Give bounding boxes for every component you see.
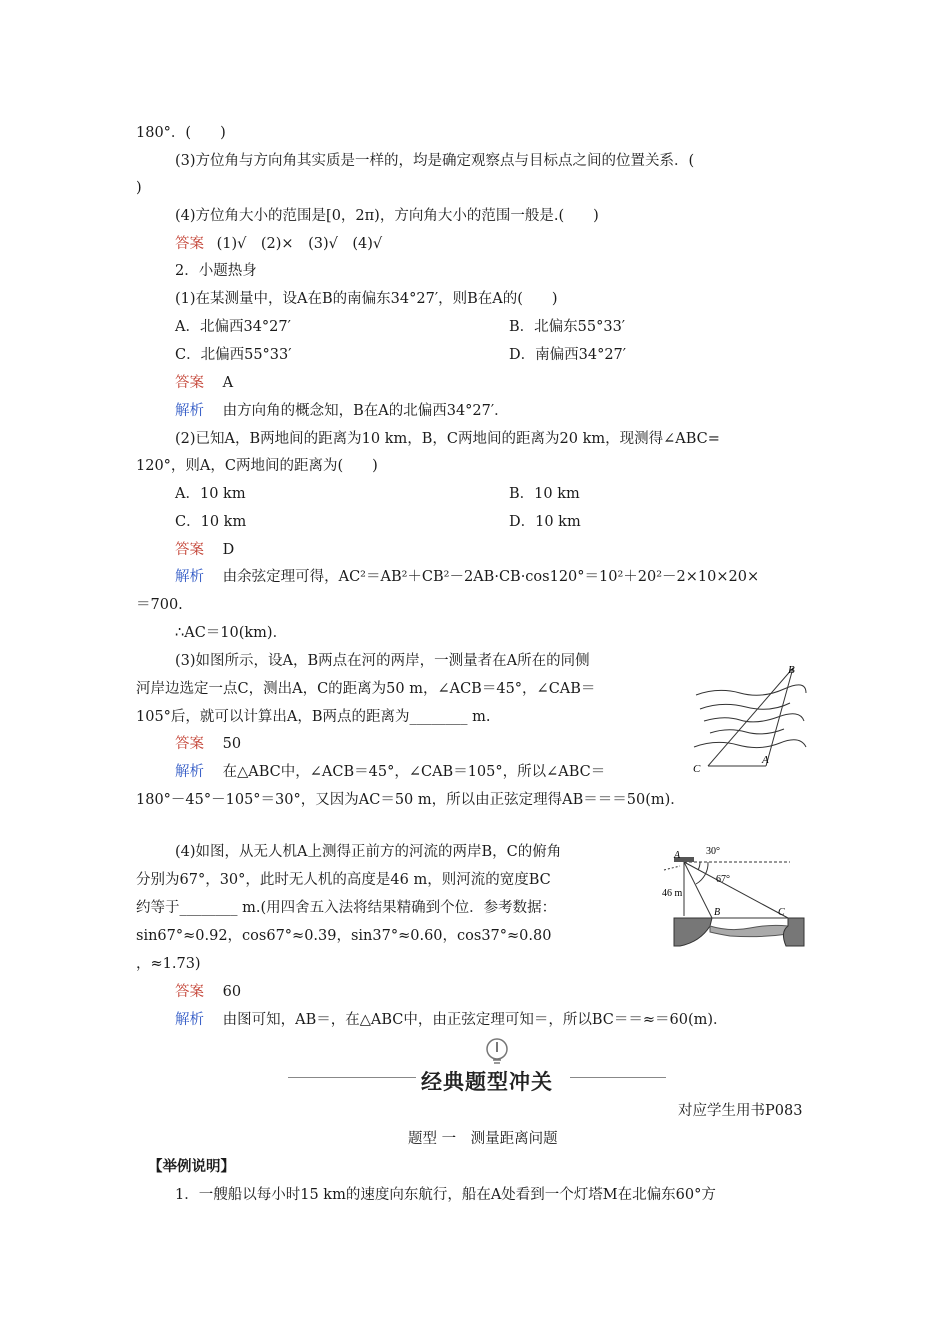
analysis-label: 解析 — [175, 1012, 204, 1028]
q2-option-b: B．10 km — [509, 486, 580, 502]
q1-option-d: D．南偏西34°27′ — [509, 347, 627, 363]
q2-analysis — [175, 567, 759, 587]
question-3-line-1: (3)如图所示，设A，B两点在河的两岸，一测量者在A所在的同侧 — [175, 653, 590, 669]
answer-text: 50 — [222, 736, 242, 752]
segment-ab — [766, 668, 793, 766]
section-2-heading: 2．小题热身 — [175, 263, 257, 279]
statement-3-end: ) — [136, 180, 142, 196]
analysis-text: 在△ABC中，∠ACB＝45°，∠CAB＝105°，所以∠ABC＝ — [222, 764, 606, 780]
statement-4: (4)方位角大小的范围是[0，2π)，方向角大小的范围一般是.( ) — [175, 208, 599, 224]
analysis-text: 由图可知，AB＝，在△ABC中，由正弦定理可知＝，所以BC＝＝≈＝60(m)． — [222, 1012, 728, 1028]
label-a: A — [674, 850, 681, 861]
answer-1 — [175, 234, 382, 254]
q3-answer — [175, 734, 241, 754]
question-2-line-2: 120°，则A，C两地间的距离为( ) — [136, 458, 378, 474]
label-b: B — [714, 907, 721, 918]
answer-label: 答案 — [175, 375, 204, 391]
q4-answer — [175, 982, 241, 1002]
dashed-arrow — [664, 866, 680, 870]
question-2-line-1: (2)已知A，B两地间的距离为10 km，B，C两地间的距离为20 km，现测得∠ABC= — [175, 431, 720, 447]
analysis-text: 由方向角的概念知，B在A的北偏西34°27′． — [222, 403, 509, 419]
segment-cb — [708, 668, 793, 766]
angle-arc-30 — [698, 862, 700, 870]
river-wave — [700, 703, 790, 709]
sight-line-ab — [684, 862, 712, 918]
q3-analysis — [175, 762, 605, 782]
book-reference: 对应学生用书P083 — [678, 1103, 803, 1119]
label-c: C — [778, 907, 785, 918]
river-wave — [696, 685, 806, 695]
q2-option-c: C．10 km — [175, 514, 247, 530]
divider-right — [570, 1077, 666, 1078]
q2-analysis-2: ＝700. — [136, 597, 183, 613]
question-4-line-4: sin67°≈0.92，cos67°≈0.39，sin37°≈0.60，cos37°≈0.80 — [136, 928, 552, 944]
section-title: 经典题型冲关 — [421, 1070, 553, 1094]
answer-label: 答案 — [175, 984, 204, 1000]
q2-analysis-3: ∴AC＝10(km)． — [175, 625, 288, 641]
divider-left — [288, 1077, 416, 1078]
q2-option-a: A．10 km — [175, 486, 246, 502]
question-3-line-3: 105°后，就可以计算出A，B两点的距离为________ m. — [136, 709, 491, 725]
answer-label: 答案 — [175, 736, 204, 752]
topic-heading: 题型 一 测量距离问题 — [408, 1131, 558, 1147]
question-4-line-5: ，≈1.73) — [136, 956, 201, 972]
angle-arc-67 — [696, 862, 708, 884]
label-a: A — [762, 754, 769, 766]
question-4-line-1: (4)如图，从无人机A上测得正前方的河流的两岸B，C的俯角 — [175, 844, 562, 860]
river-wave — [704, 714, 804, 722]
statement-3: (3)方位角与方向角其实质是一样的，均是确定观察点与目标点之间的位置关系．( — [175, 153, 695, 169]
q3-analysis-2: 180°－45°－105°＝30°，又因为AC＝50 m，所以由正弦定理得AB＝＝＝50(m)． — [136, 792, 685, 808]
label-c: C — [693, 763, 701, 773]
q2-answer — [175, 540, 234, 560]
q1-option-b: B．北偏东55°33′ — [509, 319, 626, 335]
drone-figure — [660, 842, 810, 952]
label-height: 46 m — [662, 888, 683, 899]
label-angle-67: 67° — [716, 874, 730, 885]
answer-label: 答案 — [175, 236, 204, 252]
question-4-line-2: 分别为67°，30°，此时无人机的高度是46 m，则河流的宽度BC — [136, 872, 551, 888]
analysis-text: 由余弦定理可得，AC²＝AB²＋CB²－2AB·CB·cos120°＝10²＋20²－2×10×20× — [222, 569, 760, 585]
riverbank-shape — [674, 918, 804, 946]
river-wave — [694, 740, 806, 748]
question-1: (1)在某测量中，设A在B的南偏东34°27′，则B在A的( ) — [175, 291, 558, 307]
example-1: 1．一艘船以每小时15 km的速度向东航行，船在A处看到一个灯塔M在北偏东60°方 — [175, 1187, 716, 1203]
example-heading: 【举例说明】 — [148, 1159, 235, 1175]
analysis-label: 解析 — [175, 403, 204, 419]
label-angle-30: 30° — [706, 846, 720, 857]
q1-analysis — [175, 401, 509, 421]
answer-text: A — [222, 375, 234, 391]
line-180-deg: 180°．( ) — [136, 125, 226, 141]
question-4-line-3: 约等于________ m.(用四舍五入法将结果精确到个位．参考数据： — [136, 900, 557, 916]
q2-option-d: D．10 km — [509, 514, 581, 530]
river-figure — [688, 663, 808, 773]
answer-text: (1)√ (2)× (3)√ (4)√ — [216, 236, 383, 252]
sight-line-ac — [684, 862, 788, 918]
analysis-label: 解析 — [175, 764, 204, 780]
q1-answer — [175, 373, 233, 393]
analysis-label: 解析 — [175, 569, 204, 585]
q1-option-c: C．北偏西55°33′ — [175, 347, 292, 363]
question-3-line-2: 河岸边选定一点C，测出A，C的距离为50 m，∠ACB＝45°，∠CAB＝ — [136, 681, 596, 697]
q1-option-a: A．北偏西34°27′ — [175, 319, 291, 335]
answer-label: 答案 — [175, 542, 204, 558]
label-b: B — [788, 664, 795, 676]
lightbulb-icon — [482, 1036, 512, 1066]
answer-text: 60 — [222, 984, 242, 1000]
answer-text: D — [222, 542, 235, 558]
river-wave — [710, 729, 784, 734]
q4-analysis — [175, 1010, 728, 1030]
